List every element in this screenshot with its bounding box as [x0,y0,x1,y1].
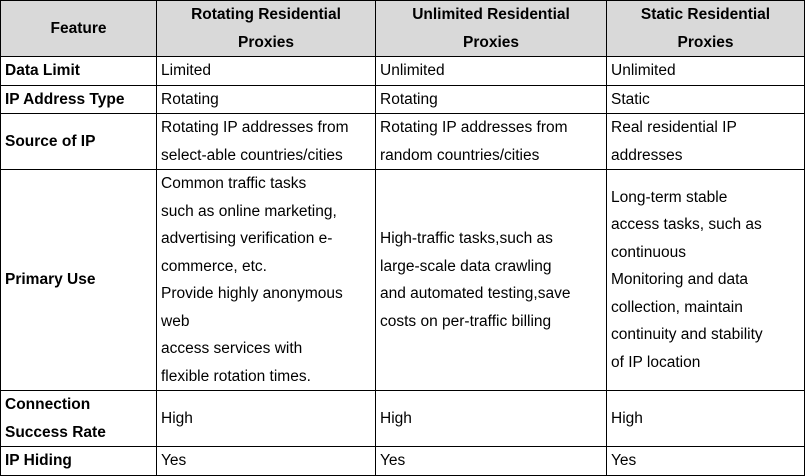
header-unlimited-residential-proxies: Unlimited Residential Proxies [376,1,607,57]
cell-rotating: Common traffic tasks such as online marketing, advertising verification e- commerce, etc. Provide highly anonymous web access services with flexible rotation times. [157,170,376,391]
header-rotating-residential-proxies: Rotating Residential Proxies [157,1,376,57]
header-feature: Feature [1,1,157,57]
header-static-residential-proxies: Static Residential Proxies [607,1,805,57]
table-row [1,170,805,391]
cell-rotating: High [157,391,376,447]
cell-static: High [607,391,805,447]
cell-static: Real residential IP addresses [607,114,805,170]
table-row [1,85,805,114]
table-row [1,114,805,170]
cell-rotating: Limited [157,57,376,86]
table-header [1,1,805,57]
cell-unlimited: Rotating IP addresses from random countries/cities [376,114,607,170]
cell-unlimited: High-traffic tasks,such as large-scale data crawling and automated testing,save costs on per-traffic billing [376,170,607,391]
cell-unlimited: Unlimited [376,57,607,86]
table-row [1,391,805,447]
cell-static: Long-term stable access tasks, such as continuous Monitoring and data collection, maintain continuity and stability of IP location [607,170,805,391]
cell-static: Static [607,85,805,114]
cell-rotating: Yes [157,447,376,476]
row-label-source-of-ip: Source of IP [1,114,157,170]
row-label-ip-hiding: IP Hiding [1,447,157,476]
cell-unlimited: Yes [376,447,607,476]
cell-unlimited: Rotating [376,85,607,114]
cell-static: Yes [607,447,805,476]
cell-unlimited: High [376,391,607,447]
cell-static: Unlimited [607,57,805,86]
row-label-connection-success-rate: Connection Success Rate [1,391,157,447]
header-row [1,1,805,57]
cell-rotating: Rotating [157,85,376,114]
cell-rotating: Rotating IP addresses from select-able countries/cities [157,114,376,170]
row-label-primary-use: Primary Use [1,170,157,391]
row-label-data-limit: Data Limit [1,57,157,86]
table-row [1,57,805,86]
table-row [1,447,805,476]
table-body [1,57,805,476]
row-label-ip-address-type: IP Address Type [1,85,157,114]
